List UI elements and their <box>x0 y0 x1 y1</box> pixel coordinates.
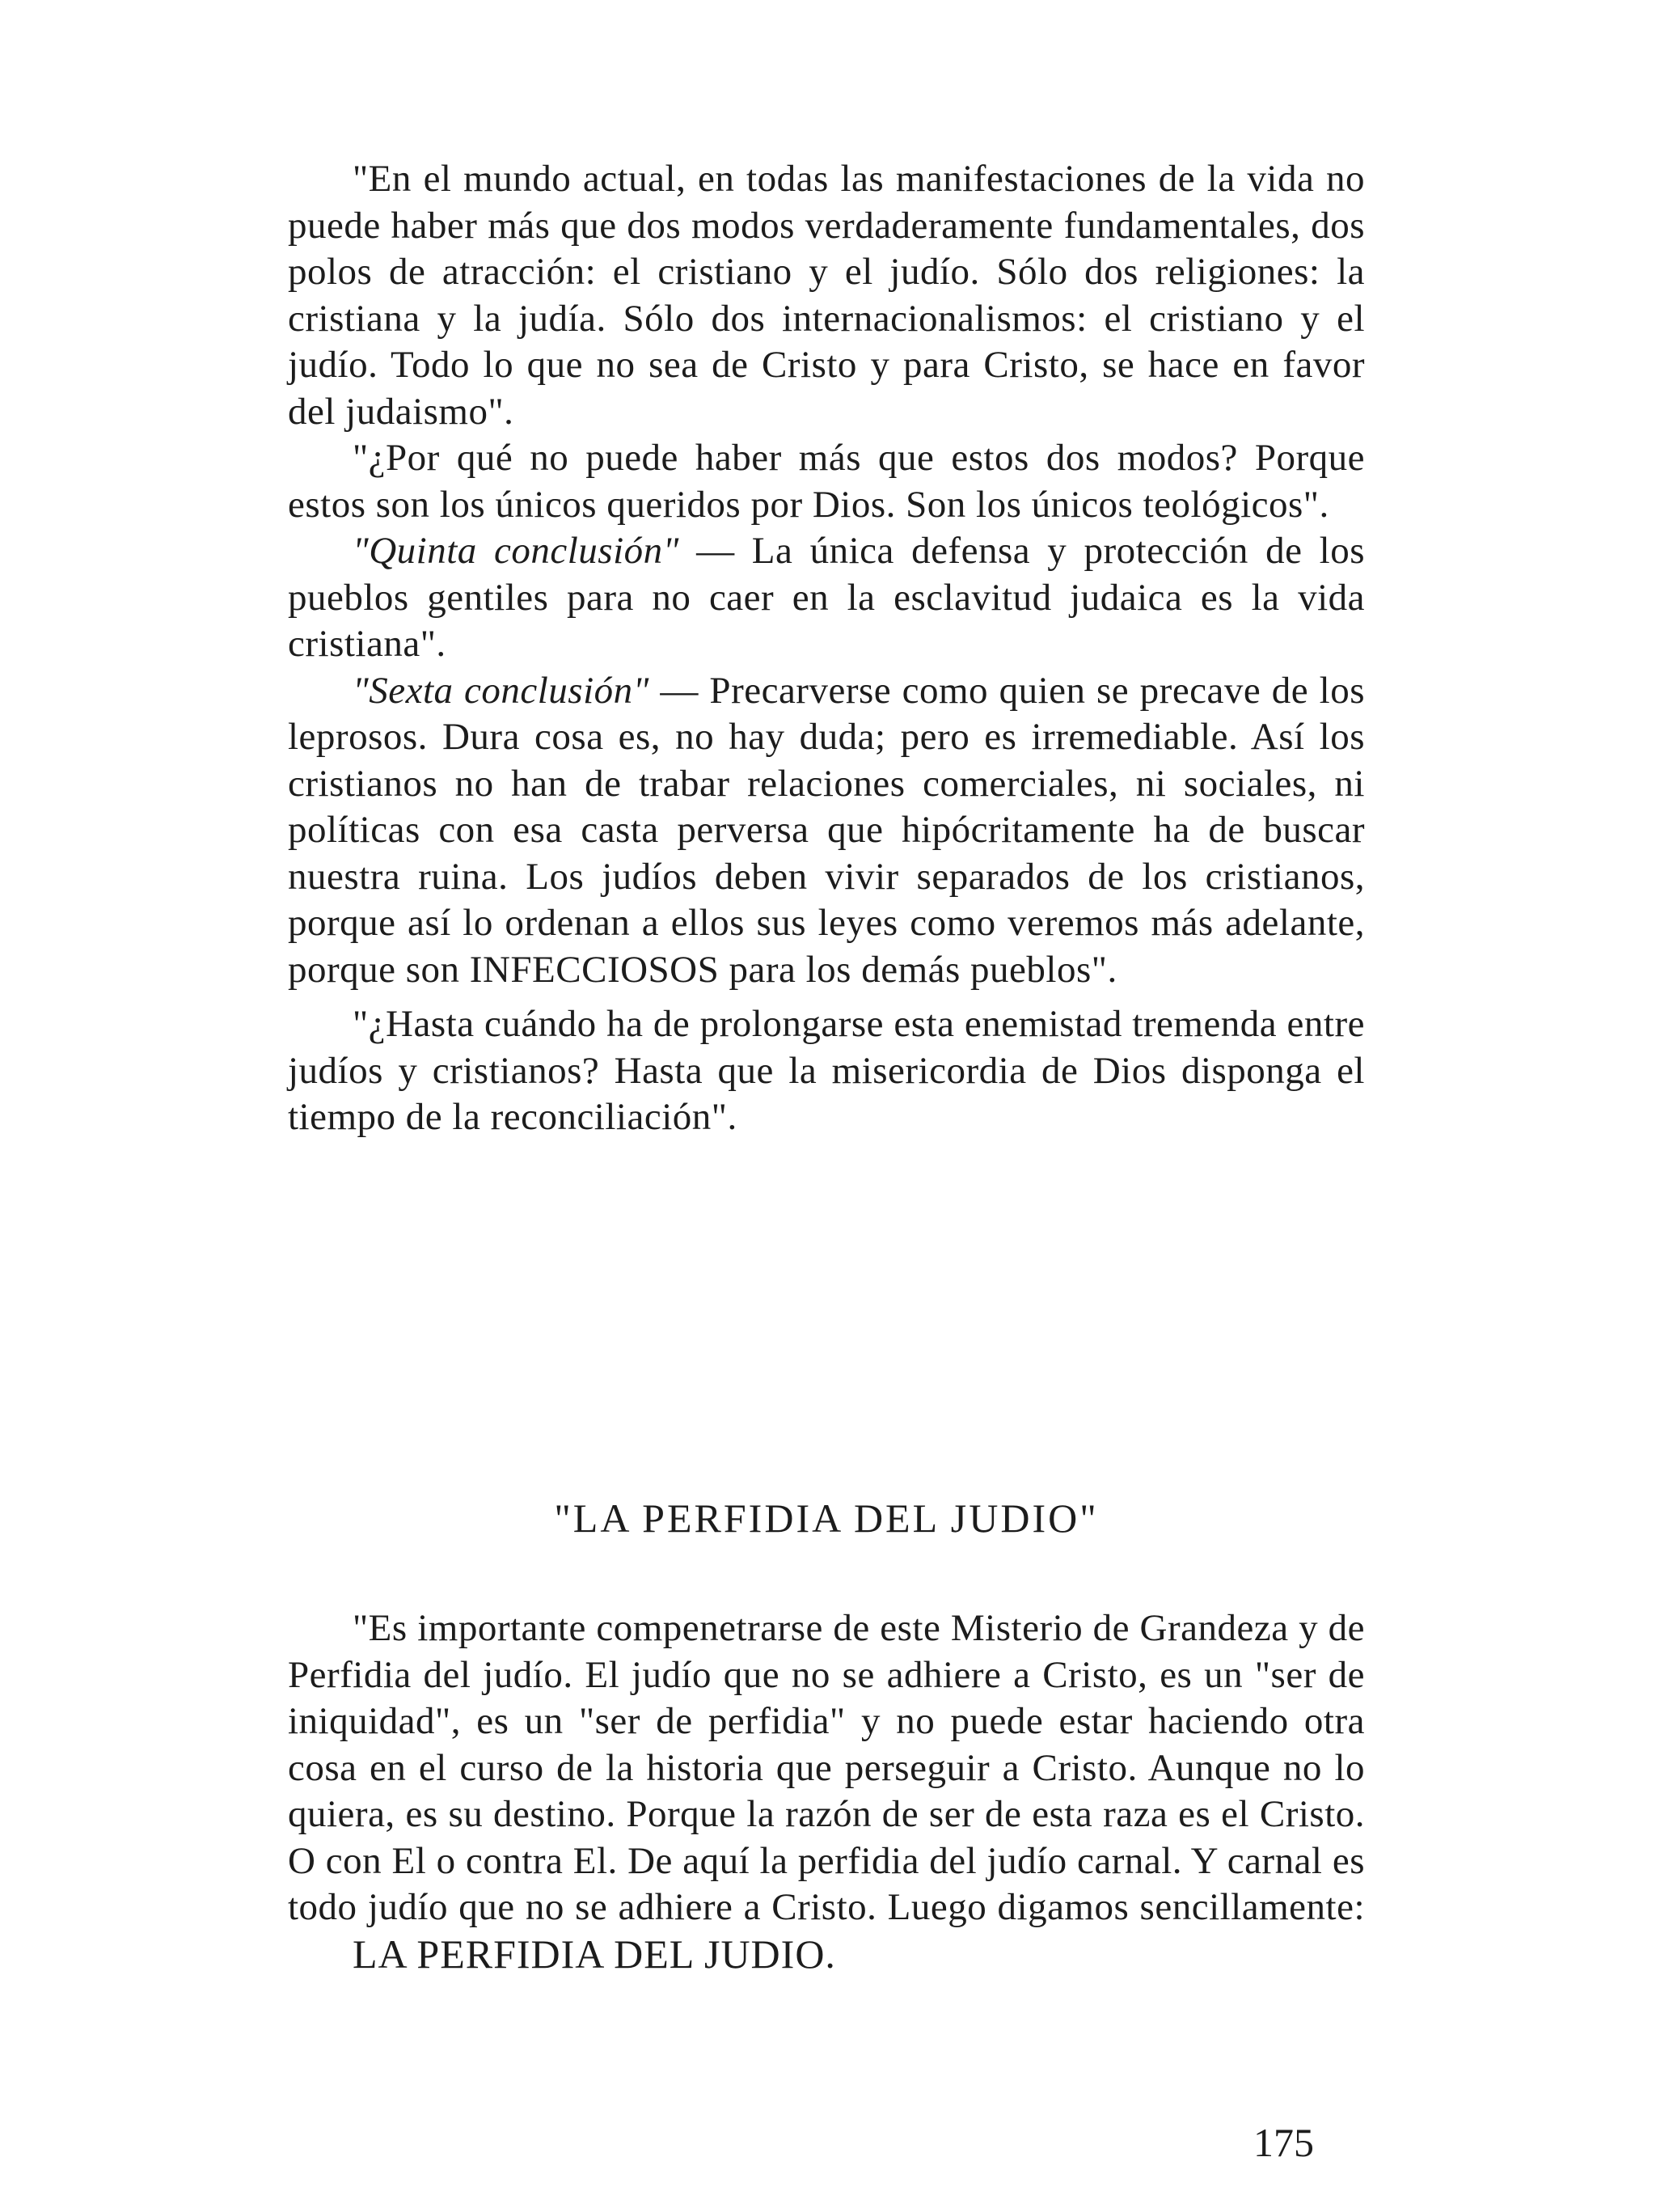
conclusion-text: — La única defensa y protección de los pueblos gentiles para no caer en la esclavitud judaica es la vida cristiana". <box>288 530 1365 665</box>
paragraph-perfidia <box>288 1605 1365 1979</box>
paragraph-perfidia-text: "Es importante compenetrarse de este Misterio de Grandeza y de Perfidia del judío. El judío que no se adhiere a Cristo, es un "ser de iniquidad", es un "ser de perfidia" y no puede estar haciendo otra cosa en el curso de la historia que perseguir a Cristo. Aunque no lo quiera, es su destino. Porque la razón de ser de esta raza es el Cristo. O con El o contra El. De aquí la perfidia del judío carnal. Y carnal es todo judío que no se adhiere a Cristo. Luego digamos sencillamente: <box>288 1607 1365 1928</box>
main-text-block <box>288 156 1365 1141</box>
paragraph-modos-fundamentales: "En el mundo actual, en todas las manifestaciones de la vida no puede haber más que dos modos verdaderamente fundamentales, dos polos de atracción: el cristiano y el judío. Sólo dos religiones: la cristiana y la judía. Sólo dos internacionalismos: el cristiano y el judío. Todo lo que no sea de Cristo y para Cristo, se hace en favor del judaismo". <box>288 158 1365 433</box>
paragraph-quinta-conclusion <box>288 528 1365 668</box>
paragraph-perfidia-closing: LA PERFIDIA DEL JUDIO. <box>353 1931 836 1977</box>
page-number: 175 <box>1253 2120 1314 2165</box>
section-heading: "LA PERFIDIA DEL JUDIO" <box>554 1495 1099 1541</box>
paragraph-por-que: "¿Por qué no puede haber más que estos dos modos? Porque estos son los únicos queridos por Dios. Son los únicos teológicos". <box>288 437 1365 526</box>
section-text-block <box>288 1605 1365 1979</box>
paragraph-hasta-cuando: "¿Hasta cuándo ha de prolongarse esta enemistad tremenda entre judíos y cristianos? Hasta que la misericordia de Dios disponga el tiempo de la reconciliación". <box>288 1003 1365 1138</box>
paragraph-sexta-conclusion <box>288 668 1365 994</box>
conclusion-text: — Precarverse como quien se precave de los leprosos. Dura cosa es, no hay duda; pero es irremediable. Así los cristianos no han de trabar relaciones comerciales, ni sociales, ni políticas con esa casta perversa que hipócritamente ha de buscar nuestra ruina. Los judíos deben vivir separados de los cristianos, porque así lo ordenan a ellos sus leyes como veremos más adelante, porque son INFECCIOSOS para los demás pueblos". <box>288 669 1365 991</box>
conclusion-label: "Quinta conclusión" <box>353 530 679 572</box>
conclusion-label: "Sexta conclusión" <box>353 669 649 712</box>
